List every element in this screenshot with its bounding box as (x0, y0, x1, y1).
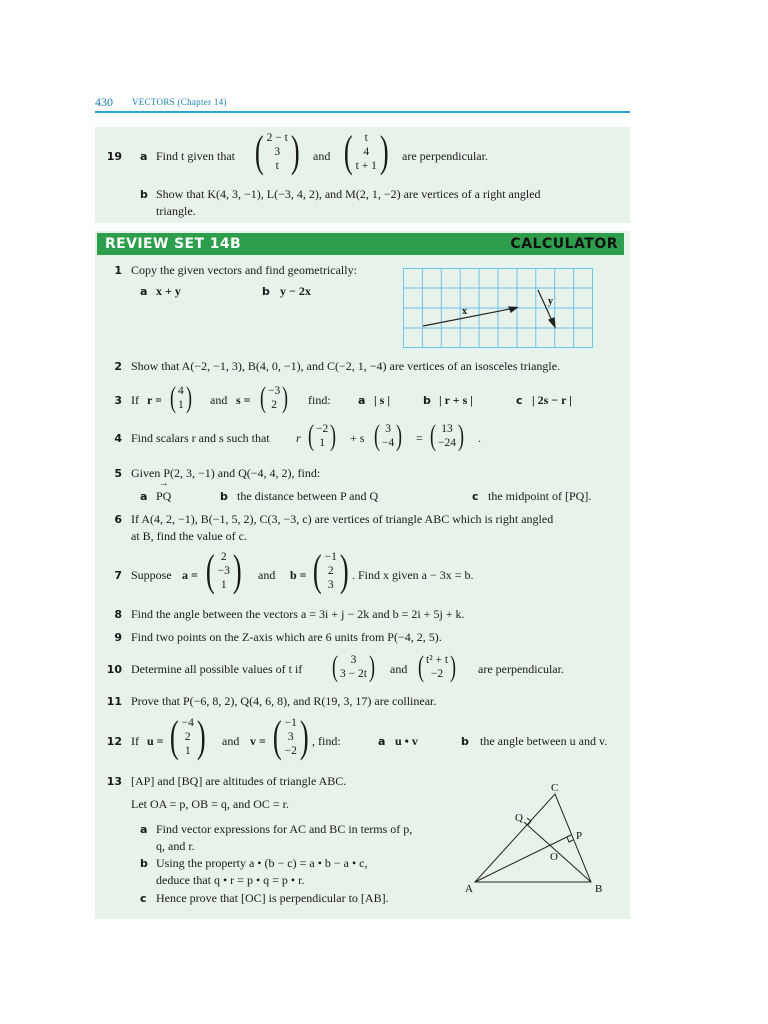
q11-text: Prove that P(−6, 8, 2), Q(4, 6, 8), and R(19, 3, 17) are collinear. (131, 694, 437, 708)
question-number-1: 1 (114, 264, 122, 277)
part-label-5c: c (472, 490, 479, 503)
question-number-9: 9 (114, 631, 122, 644)
chapter-title: VECTORS (Chapter 14) (132, 97, 227, 107)
part-label-13b: b (140, 857, 148, 870)
q7-tail: . Find x given a − 3x = b. (352, 568, 474, 582)
label-o: O (550, 851, 558, 863)
q4-end: . (478, 431, 481, 445)
question-number-19: 19 (106, 150, 122, 163)
calculator-label: CALCULATOR (510, 236, 618, 252)
q4-vector-1: ( −2 1 ) (308, 419, 337, 452)
q6-text-line2: at B, find the value of c. (131, 529, 247, 543)
question-number-10: 10 (106, 663, 122, 676)
part-label-3c: c (516, 394, 523, 407)
q19a-tail: are perpendicular. (402, 149, 488, 163)
q7-b-eq: b = (290, 568, 307, 582)
q1b-expr: y − 2x (280, 284, 311, 298)
question-number-11: 11 (106, 695, 122, 708)
q12b-text: the angle between u and v. (480, 734, 608, 748)
q6-text-line1: If A(4, 2, −1), B(−1, 5, 2), C(3, −3, c) are vertices of triangle ABC which is right angled (131, 512, 554, 526)
part-label-19b: b (140, 188, 148, 201)
q4-plus-s: + s (350, 431, 365, 445)
label-p: P (576, 830, 583, 842)
q12-if: If (131, 734, 139, 748)
q3-r-eq: r = (147, 393, 162, 407)
q3b-expr: | r + s | (439, 393, 473, 407)
question-number-13: 13 (106, 775, 122, 788)
q13b-text-line1: Using the property a • (b − c) = a • b − a • c, (156, 856, 368, 870)
triangle-abc (475, 794, 591, 882)
part-label-12a: a (378, 735, 386, 748)
q3a-expr: | s | (374, 393, 390, 407)
part-label-5b: b (220, 490, 228, 503)
triangle-altitudes-diagram (455, 778, 615, 898)
q19a-text: Find t given that (156, 149, 235, 163)
question-number-6: 6 (114, 513, 122, 526)
q10-text: Determine all possible values of t if (131, 662, 303, 676)
header-rule (95, 111, 630, 113)
q3-and: and (210, 393, 228, 407)
question-number-8: 8 (114, 608, 122, 621)
q1-text: Copy the given vectors and find geometrically: (131, 263, 357, 277)
q13-text-line1: [AP] and [BQ] are altitudes of triangle ABC. (131, 774, 347, 788)
q10-and: and (390, 662, 408, 676)
q7-vector-b: ( −1 2 3 ) (312, 546, 349, 595)
q7-vector-a: ( 2 −3 1 ) (205, 546, 242, 595)
q12-v-eq: v = (250, 734, 266, 748)
page-number: 430 (95, 95, 113, 109)
q4-vector-2: ( 3 −4 ) (374, 419, 403, 452)
q13b-text-line2: deduce that q • r = p • q = p • r. (156, 873, 305, 887)
question-number-3: 3 (114, 394, 122, 407)
q9-text: Find two points on the Z-axis which are 6 units from P(−4, 2, 5). (131, 630, 442, 644)
q10-tail: are perpendicular. (478, 662, 564, 676)
q13-text-line2: Let OA = p, OB = q, and OC = r. (131, 797, 289, 811)
review-set-banner (97, 233, 624, 255)
q19a-and: and (313, 149, 331, 163)
q5a-expr: → PQ (156, 489, 171, 504)
q4-equals: = (416, 431, 423, 445)
question-number-12: 12 (106, 735, 122, 748)
part-label-3a: a (358, 394, 366, 407)
part-label-12b: b (461, 735, 469, 748)
q13a-text-line1: Find vector expressions for AC and BC in terms of p, (156, 822, 413, 836)
q5b-text: the distance between P and Q (237, 489, 379, 503)
part-label-1b: b (262, 285, 270, 298)
q10-vector-2: ( t² + t −2 ) (418, 650, 457, 683)
q12-vector-v: ( −1 3 −2 ) (272, 712, 309, 761)
q12-and: and (222, 734, 240, 748)
q19-vector-2: ( t 4 t + 1 ) (343, 127, 389, 176)
q13c-text: Hence prove that [OC] is perpendicular to [AB]. (156, 891, 389, 905)
q19-vector-1: ( 2 − t 3 t ) (254, 127, 300, 176)
question-number-5: 5 (114, 467, 122, 480)
q7-and: and (258, 568, 276, 582)
q3-find: find: (308, 393, 331, 407)
vector-x-arrow (423, 308, 515, 326)
q4-text: Find scalars r and s such that (131, 431, 270, 445)
q2-text: Show that A(−2, −1, 3), B(4, 0, −1), and C(−2, 1, −4) are vertices of an isosceles triangle. (131, 359, 561, 373)
q3-if: If (131, 393, 139, 407)
q5-text: Given P(2, 3, −1) and Q(−4, 4, 2), find: (131, 466, 321, 480)
part-label-19a: a (140, 150, 148, 163)
q19b-text-line1: Show that K(4, 3, −1), L(−3, 4, 2), and M(2, 1, −2) are vertices of a right angled (156, 187, 541, 201)
label-c: C (551, 782, 559, 794)
label-q: Q (515, 812, 523, 824)
q12-find: , find: (312, 734, 341, 748)
q5c-text: the midpoint of [PQ]. (488, 489, 592, 503)
q3-vector-s: ( −3 2 ) (260, 381, 289, 414)
vector-x-label: x (462, 306, 467, 317)
label-b: B (595, 883, 603, 895)
part-label-1a: a (140, 285, 148, 298)
q12-u-eq: u = (147, 734, 164, 748)
q3c-expr: | 2s − r | (532, 393, 572, 407)
q19b-text-line2: triangle. (156, 204, 196, 218)
question-number-4: 4 (114, 432, 122, 445)
part-label-3b: b (423, 394, 431, 407)
q4-vector-3: ( 13 −24 ) (430, 419, 464, 452)
q7-a-eq: a = (182, 568, 198, 582)
q12a-expr: u • v (395, 734, 418, 748)
right-angle-p (567, 837, 573, 842)
vector-y-label: y (548, 296, 553, 307)
q10-vector-1: ( 3 3 − 2t ) (332, 650, 375, 683)
q7-text: Suppose (131, 568, 172, 582)
q4-r: r (296, 431, 301, 445)
label-a: A (465, 883, 473, 895)
q13a-text-line2: q, and r. (156, 839, 195, 853)
vector-grid-diagram (403, 268, 595, 350)
q12-vector-u: ( −4 2 1 ) (169, 712, 206, 761)
question-number-2: 2 (114, 360, 122, 373)
question-number-7: 7 (114, 569, 122, 582)
q3-s-eq: s = (236, 393, 251, 407)
part-label-13c: c (140, 892, 147, 905)
q3-vector-r: ( 4 1 ) (170, 381, 192, 414)
q8-text: Find the angle between the vectors a = 3i + j − 2k and b = 2i + 5j + k. (131, 607, 465, 621)
q1a-expr: x + y (156, 284, 181, 298)
part-label-5a: a (140, 490, 148, 503)
part-label-13a: a (140, 823, 148, 836)
review-set-title: REVIEW SET 14B (105, 236, 242, 252)
